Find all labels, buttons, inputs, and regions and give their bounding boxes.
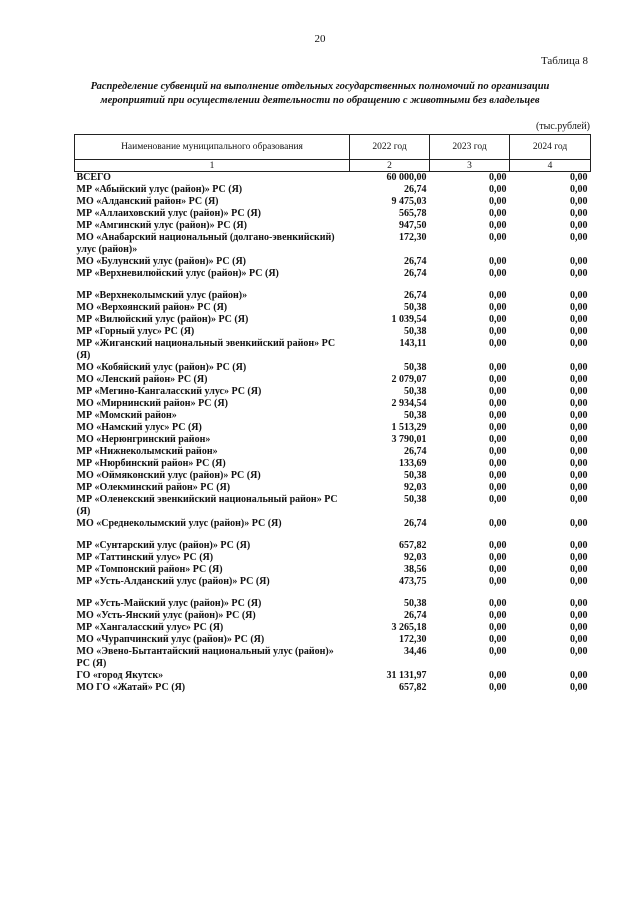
row-2023: 0,00 [489,374,507,385]
table-row [75,410,591,422]
table-row [75,256,591,268]
row-2022: 50,38 [404,362,427,373]
row-name: МР «Абыйский улус (район)» РС (Я) [76,184,243,195]
header-number-4: 4 [510,160,591,172]
row-name: МР «Вилюйский улус (район)» РС (Я) [76,314,249,325]
row-2023: 0,00 [489,610,507,621]
row-2024: 0,00 [570,220,588,231]
row-2023: 0,00 [489,446,507,457]
table-row [75,646,591,670]
row-2024: 0,00 [570,362,588,373]
row-2023: 0,00 [489,494,507,505]
row-name: МО «Намский улус» РС (Я) [76,422,202,433]
row-2023: 0,00 [489,646,507,657]
row-2024: 0,00 [570,338,588,349]
row-2023: 0,00 [489,682,507,693]
table-row [75,268,591,280]
row-2023: 0,00 [489,196,507,207]
row-2024: 0,00 [570,552,588,563]
table-body [75,172,591,695]
row-name: МО «Среднеколымский улус (район)» РС (Я) [76,518,282,529]
table-row [75,184,591,196]
row-name: МО «Анабарский национальный (долгано-эвенкийский) улус (район)» [76,232,335,255]
row-2024: 0,00 [570,564,588,575]
row-name: МР «Нижнеколымский район» [76,446,218,457]
row-2022: 172,30 [399,634,427,645]
table-row [75,362,591,374]
row-2023: 0,00 [489,564,507,575]
row-2022: 50,38 [404,494,427,505]
row-name: МО «Мирнинский район» РС (Я) [76,398,228,409]
table-row [75,670,591,682]
row-2023: 0,00 [489,184,507,195]
row-2024: 0,00 [570,314,588,325]
table-row [75,386,591,398]
header-number-2: 2 [350,160,430,172]
row-2024: 0,00 [570,634,588,645]
table-row [75,518,591,530]
row-2023: 0,00 [489,290,507,301]
row-name: МО «Нерюнгринский район» [76,434,211,445]
table-title: Распределение субвенций на выполнение отдельных государственных полномочий по организации мероприятий при осуществлении деятельности по обращению с животными без владельцев [90,81,550,106]
row-2024: 0,00 [570,302,588,313]
row-2024: 0,00 [570,622,588,633]
row-2022: 34,46 [404,646,427,657]
row-spacer [75,588,591,598]
row-2024: 0,00 [570,670,588,681]
row-2023: 0,00 [489,362,507,373]
row-name: МР «Верхнеколымский улус (район)» [76,290,248,301]
subsidy-table [74,134,590,694]
row-name: МО «Кобяйский улус (район)» РС (Я) [76,362,247,373]
row-2024: 0,00 [570,374,588,385]
units-label: (тыс.рублей) [535,121,590,132]
header-2022: 2022 год [350,135,430,160]
table-row [75,564,591,576]
row-2023: 0,00 [489,386,507,397]
row-2023: 0,00 [489,232,507,243]
row-2024: 0,00 [570,576,588,587]
row-name: МР «Усть-Майский улус (район)» РС (Я) [76,598,262,609]
row-spacer [75,530,591,540]
row-2024: 0,00 [570,682,588,693]
row-name: МО «Эвено-Бытантайский национальный улус (район)» РС (Я) [76,646,334,669]
row-2022: 3 265,18 [391,622,427,633]
table-row [75,634,591,646]
row-name: МР «Верхневилюйский улус (район)» РС (Я) [76,268,279,279]
row-name: МР «Хангаласский улус» РС (Я) [76,622,224,633]
row-2024: 0,00 [570,458,588,469]
row-name: МР «Нюрбинский район» РС (Я) [76,458,226,469]
table-row [75,232,591,256]
row-2022: 143,11 [399,338,427,349]
table-row [75,610,591,622]
table-row [75,494,591,518]
row-2024: 0,00 [570,540,588,551]
row-2023: 0,00 [489,552,507,563]
table-row [75,540,591,552]
row-2024: 0,00 [570,196,588,207]
row-2024: 0,00 [570,410,588,421]
row-2022: 26,74 [404,290,427,301]
row-2023: 0,00 [489,634,507,645]
row-2023: 0,00 [489,208,507,219]
row-2022: 26,74 [404,256,427,267]
table-row [75,220,591,232]
row-2022: 50,38 [404,410,427,421]
row-2022: 1 039,54 [391,314,427,325]
table-row [75,576,591,588]
row-2022: 26,74 [404,610,427,621]
row-2023: 0,00 [489,670,507,681]
row-2022: 657,82 [399,540,427,551]
row-2024: 0,00 [570,232,588,243]
row-2022: 133,69 [399,458,427,469]
row-2024: 0,00 [570,518,588,529]
row-name: МО «Булунский улус (район)» РС (Я) [76,256,246,267]
row-2024: 0,00 [570,184,588,195]
table-row [75,208,591,220]
row-2024: 0,00 [570,172,588,183]
row-2023: 0,00 [489,622,507,633]
row-name: МО «Оймяконский улус (район)» РС (Я) [76,470,261,481]
row-2023: 0,00 [489,398,507,409]
header-2024: 2024 год [510,135,591,160]
row-2022: 26,74 [404,446,427,457]
row-2022: 92,03 [404,482,427,493]
row-2023: 0,00 [489,314,507,325]
row-2022: 31 131,97 [386,670,427,681]
header-number-row [75,160,591,172]
row-2024: 0,00 [570,446,588,457]
row-2022: 50,38 [404,386,427,397]
header-municipality: Наименование муниципального образования [75,135,350,160]
table-row [75,470,591,482]
row-2024: 0,00 [570,290,588,301]
table-row [75,398,591,410]
row-name: МО «Алданский район» РС (Я) [76,196,219,207]
row-2024: 0,00 [570,470,588,481]
row-spacer [75,280,591,290]
row-name: МО ГО «Жатай» РС (Я) [76,682,186,693]
table-row [75,172,591,185]
row-2022: 3 790,01 [391,434,427,445]
header-number-3: 3 [430,160,510,172]
header-number-1: 1 [75,160,350,172]
row-2024: 0,00 [570,398,588,409]
row-2022: 473,75 [399,576,427,587]
row-2023: 0,00 [489,268,507,279]
row-2024: 0,00 [570,326,588,337]
table-row [75,682,591,694]
row-2023: 0,00 [489,172,507,183]
table-row [75,422,591,434]
header-row [75,135,591,160]
table-label: Таблица 8 [540,55,588,67]
row-2022: 565,78 [399,208,427,219]
row-2023: 0,00 [489,540,507,551]
row-2022: 26,74 [404,518,427,529]
row-2023: 0,00 [489,326,507,337]
table-row [75,314,591,326]
row-2024: 0,00 [570,386,588,397]
row-2024: 0,00 [570,208,588,219]
row-name: МР «Таттинский улус» РС (Я) [76,552,214,563]
row-2023: 0,00 [489,422,507,433]
row-name: МО «Ленский район» РС (Я) [76,374,208,385]
row-2023: 0,00 [489,598,507,609]
row-2023: 0,00 [489,338,507,349]
table-row [75,552,591,564]
row-name: ГО «город Якутск» [76,670,164,681]
row-2022: 172,30 [399,232,427,243]
row-spacer-cell [75,280,591,290]
row-2022: 2 934,54 [391,398,427,409]
row-spacer-cell [75,530,591,540]
row-2023: 0,00 [489,482,507,493]
table-row [75,302,591,314]
row-2022: 9 475,03 [391,196,427,207]
row-2023: 0,00 [489,220,507,231]
row-name: МР «Горный улус» РС (Я) [76,326,195,337]
row-2023: 0,00 [489,410,507,421]
row-2024: 0,00 [570,268,588,279]
row-name: МР «Оленекский эвенкийский национальный район» РС (Я) [76,494,338,517]
row-name: МР «Сунтарский улус (район)» РС (Я) [76,540,251,551]
row-2022: 947,50 [399,220,427,231]
row-2022: 26,74 [404,268,427,279]
row-name: МР «Аллаиховский улус (район)» РС (Я) [76,208,261,219]
row-2024: 0,00 [570,646,588,657]
header-2023: 2023 год [430,135,510,160]
table-row [75,458,591,470]
row-2023: 0,00 [489,458,507,469]
row-2022: 50,38 [404,598,427,609]
row-2022: 92,03 [404,552,427,563]
row-2022: 50,38 [404,326,427,337]
row-2024: 0,00 [570,494,588,505]
row-2023: 0,00 [489,576,507,587]
row-name: МР «Мегино-Кангаласский улус» РС (Я) [76,386,262,397]
row-2022: 1 513,29 [391,422,427,433]
row-2023: 0,00 [489,518,507,529]
row-name: МР «Жиганский национальный эвенкийский район» РС (Я) [76,338,336,361]
row-2023: 0,00 [489,302,507,313]
row-2024: 0,00 [570,422,588,433]
row-name: МО «Верхоянский район» РС (Я) [76,302,228,313]
table-row [75,434,591,446]
row-spacer-cell [75,588,591,598]
row-2024: 0,00 [570,434,588,445]
table-row [75,446,591,458]
row-name: МО «Усть-Янский улус (район)» РС (Я) [76,610,256,621]
table-row [75,290,591,302]
table-row [75,338,591,362]
row-2023: 0,00 [489,256,507,267]
row-2023: 0,00 [489,470,507,481]
table-row [75,326,591,338]
row-2024: 0,00 [570,610,588,621]
row-2024: 0,00 [570,598,588,609]
row-name: ВСЕГО [76,172,111,183]
row-2024: 0,00 [570,482,588,493]
row-2022: 26,74 [404,184,427,195]
table-row [75,374,591,386]
row-2022: 60 000,00 [386,172,427,183]
table-row [75,196,591,208]
row-2022: 657,82 [399,682,427,693]
row-name: МР «Усть-Алданский улус (район)» РС (Я) [76,576,270,587]
row-2022: 50,38 [404,470,427,481]
row-name: МО «Чурапчинский улус (район)» РС (Я) [76,634,265,645]
row-2023: 0,00 [489,434,507,445]
page-number: 20 [314,33,326,45]
row-name: МР «Амгинский улус (район)» РС (Я) [76,220,247,231]
row-2024: 0,00 [570,256,588,267]
row-name: МР «Момский район» [76,410,177,421]
row-2022: 50,38 [404,302,427,313]
table-row [75,482,591,494]
table-row [75,622,591,634]
row-name: МР «Олекминский район» РС (Я) [76,482,231,493]
row-2022: 38,56 [404,564,427,575]
row-name: МР «Томпонский район» РС (Я) [76,564,223,575]
table-row [75,598,591,610]
row-2022: 2 079,07 [391,374,427,385]
